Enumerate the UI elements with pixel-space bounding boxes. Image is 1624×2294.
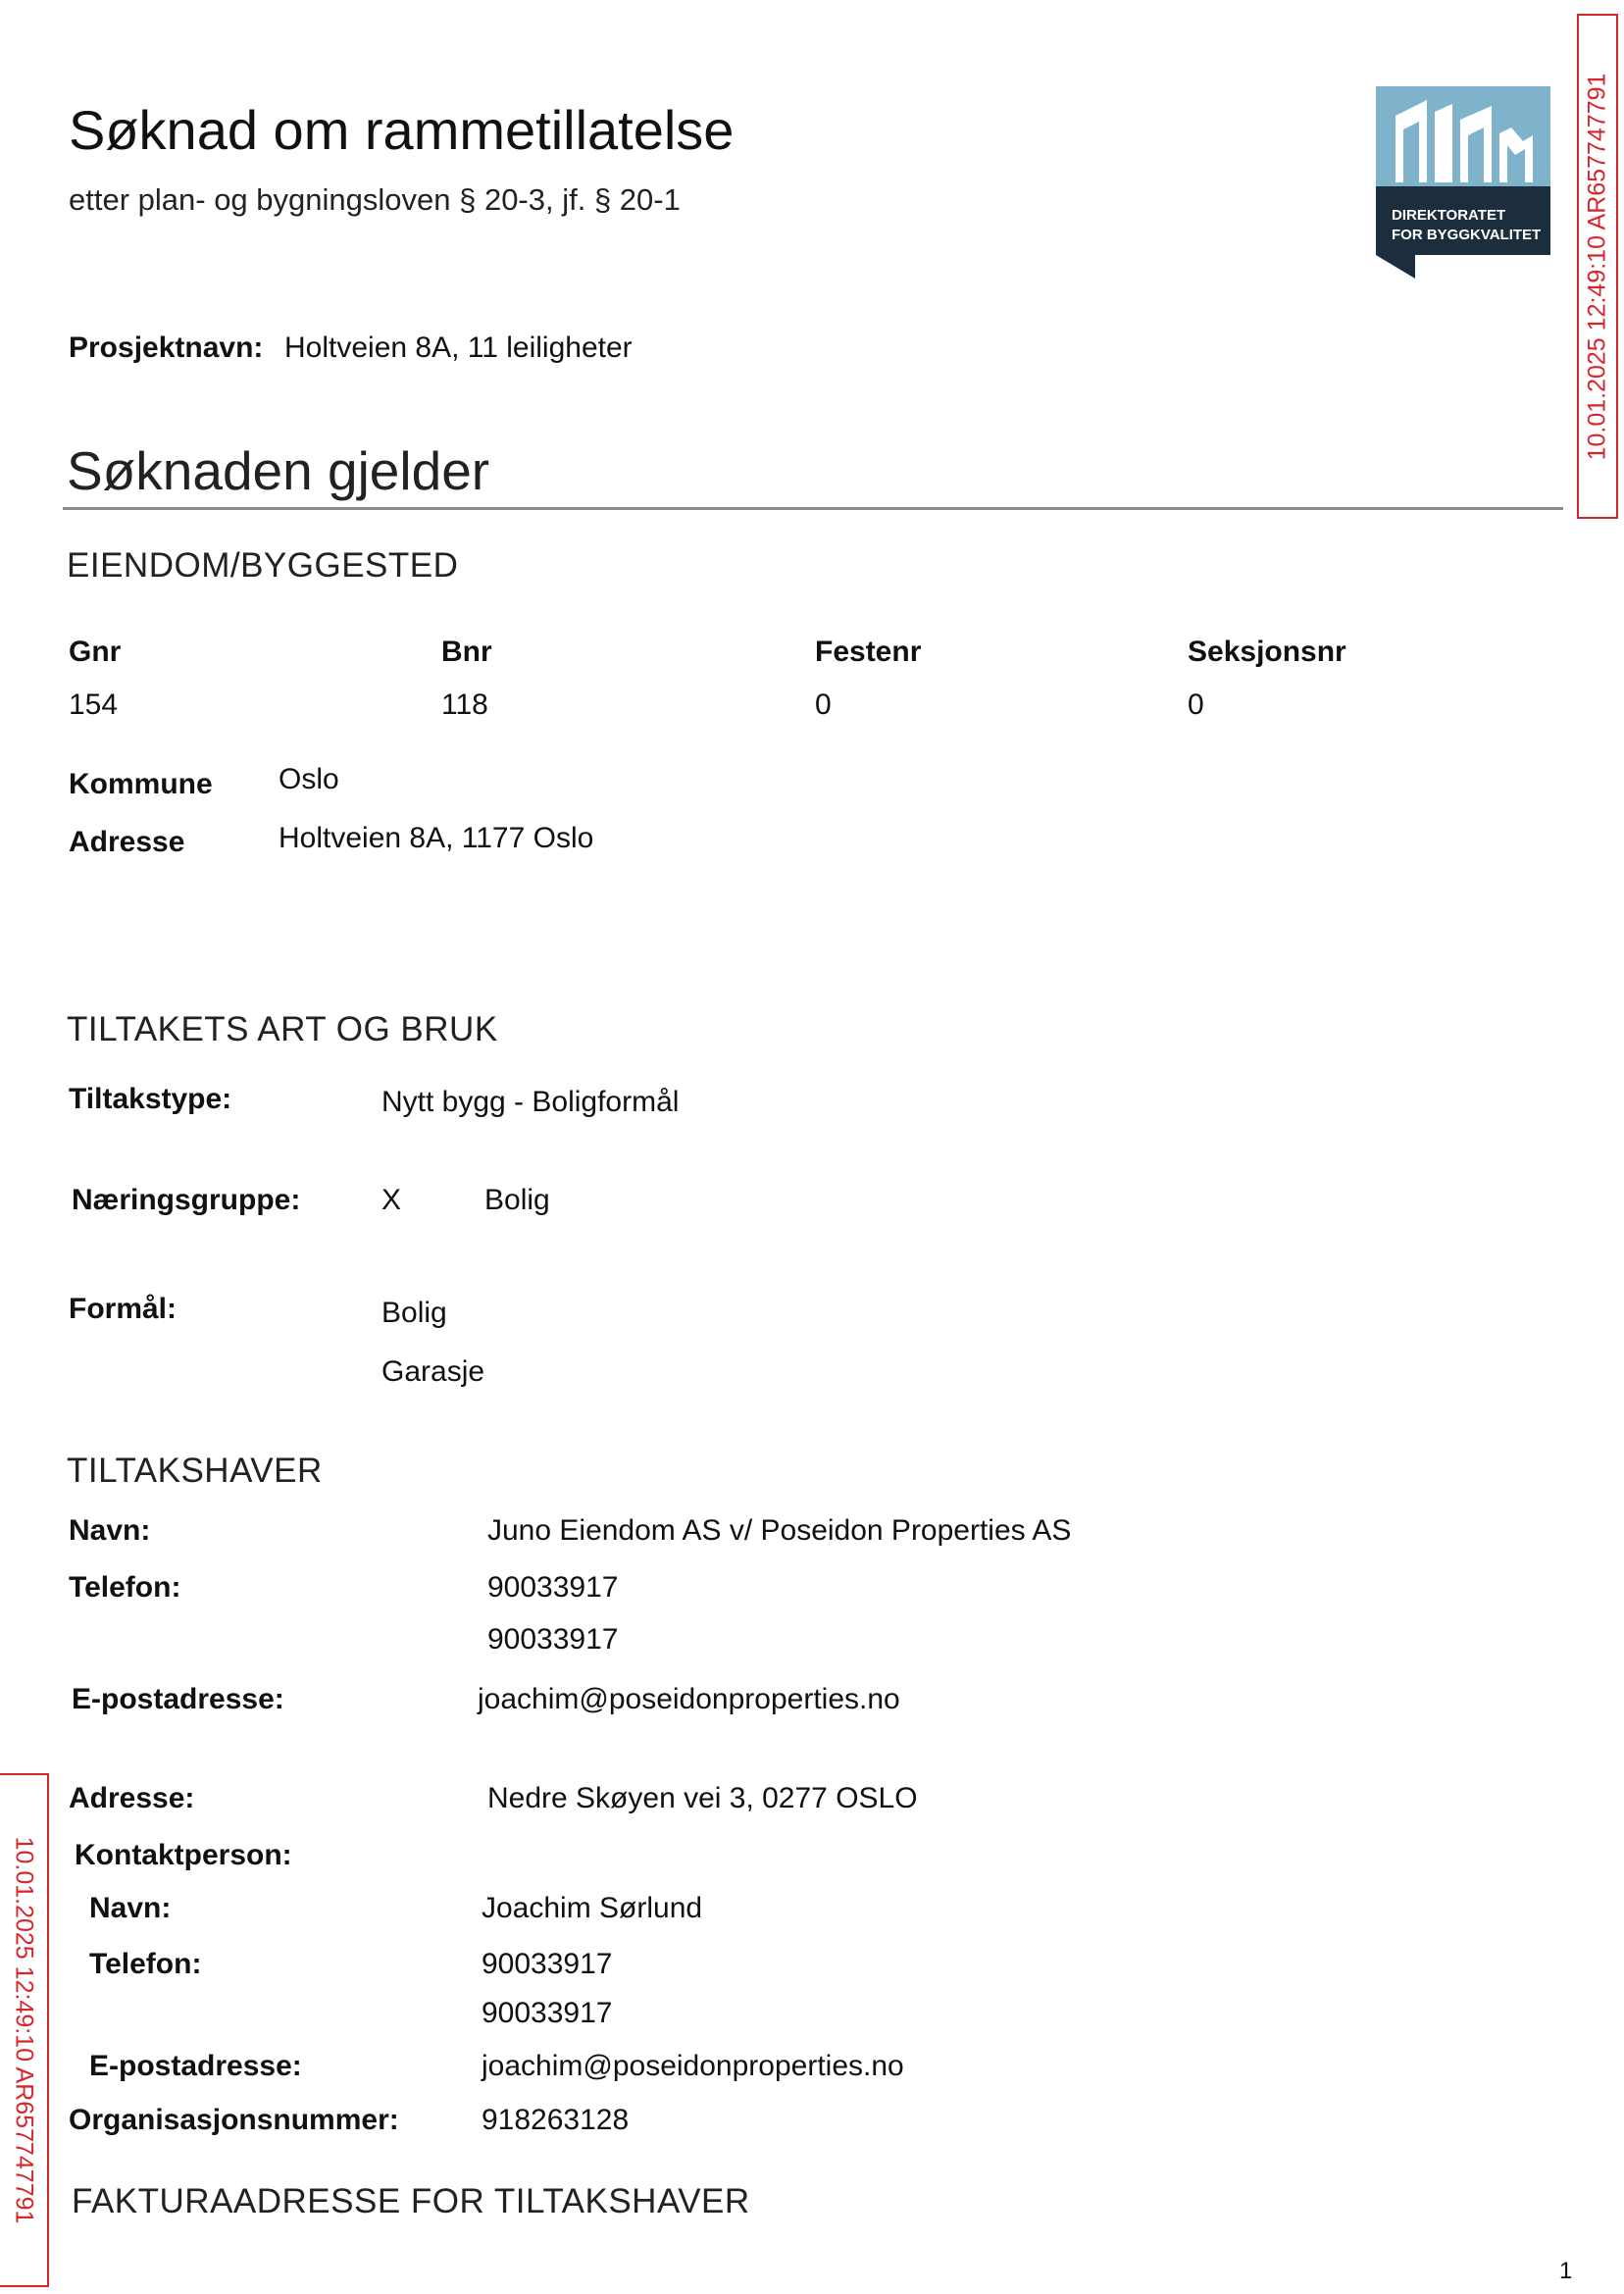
project-value: Holtveien 8A, 11 leiligheter — [284, 331, 633, 364]
purpose-item: Bolig — [381, 1297, 447, 1329]
owner-heading: TILTAKSHAVER — [67, 1452, 323, 1490]
property-heading: EIENDOM/BYGGESTED — [67, 546, 459, 585]
seksjonsnr-label: Seksjonsnr — [1188, 636, 1346, 668]
municipality-label: Kommune — [69, 768, 213, 800]
measure-heading: TILTAKETS ART OG BRUK — [67, 1010, 498, 1048]
contact-email-label: E-postadresse: — [89, 2050, 302, 2082]
owner-phone-label: Telefon: — [69, 1571, 181, 1604]
contact-person-label: Kontaktperson: — [75, 1839, 292, 1871]
invoice-heading: FAKTURAADRESSE FOR TILTAKSHAVER — [72, 2182, 750, 2220]
date-stamp — [1577, 14, 1618, 519]
logo-text-line2: FOR BYGGKVALITET — [1392, 227, 1542, 243]
owner-address-label: Adresse: — [69, 1782, 195, 1814]
contact-phone-value: 90033917 — [482, 1997, 613, 2029]
section-divider — [63, 507, 1563, 510]
date-stamp — [0, 1773, 49, 2287]
purpose-label: Formål: — [69, 1293, 178, 1325]
industry-label: Næringsgruppe: — [72, 1184, 301, 1216]
document-subtitle: etter plan- og bygningsloven § 20-3, jf. § 20-1 — [69, 182, 681, 217]
org-number-label: Organisasjonsnummer: — [69, 2104, 399, 2136]
measure-type-label: Tiltakstype: — [69, 1083, 232, 1115]
date-stamp-text: 10.01.2025 12:49:10 AR657747791 — [1583, 73, 1611, 460]
page-number: 1 — [1559, 2258, 1573, 2284]
municipality-value: Oslo — [279, 763, 339, 795]
industry-value: Bolig — [484, 1184, 550, 1216]
contact-email-value: joachim@poseidonproperties.no — [482, 2050, 904, 2082]
contact-phone-label: Telefon: — [89, 1948, 202, 1980]
logo-text-line1: DIREKTORATET — [1392, 207, 1506, 224]
contact-phone-value: 90033917 — [482, 1948, 613, 1980]
contact-name-label: Navn: — [89, 1892, 172, 1924]
industry-code: X — [381, 1184, 402, 1216]
owner-email-value: joachim@poseidonproperties.no — [478, 1683, 900, 1715]
festenr-label: Festenr — [815, 636, 922, 668]
section-heading: Søknaden gjelder — [67, 440, 490, 501]
document-title: Søknad om rammetillatelse — [69, 99, 735, 161]
date-stamp-text: 10.01.2025 12:49:10 AR657747791 — [10, 1836, 38, 2224]
bnr-label: Bnr — [441, 636, 492, 668]
owner-email-label: E-postadresse: — [72, 1683, 284, 1715]
gnr-value: 154 — [69, 688, 119, 721]
bnr-value: 118 — [441, 688, 488, 721]
purpose-item: Garasje — [381, 1355, 485, 1388]
owner-phone-value: 90033917 — [487, 1623, 619, 1656]
festenr-value: 0 — [815, 688, 832, 721]
org-number-value: 918263128 — [482, 2104, 630, 2136]
project-label: Prosjektnavn: — [69, 331, 264, 364]
measure-type-value: Nytt bygg - Boligformål — [381, 1086, 680, 1118]
seksjonsnr-value: 0 — [1188, 688, 1204, 721]
owner-phone-value: 90033917 — [487, 1571, 619, 1604]
owner-address-value: Nedre Skøyen vei 3, 0277 OSLO — [487, 1782, 918, 1814]
address-label: Adresse — [69, 826, 185, 858]
owner-name-label: Navn: — [69, 1514, 151, 1547]
gnr-label: Gnr — [69, 636, 122, 668]
dibk-logo — [1376, 86, 1550, 279]
owner-name-value: Juno Eiendom AS v/ Poseidon Properties AS — [487, 1514, 1072, 1547]
address-value: Holtveien 8A, 1177 Oslo — [279, 822, 594, 854]
contact-name-value: Joachim Sørlund — [482, 1892, 703, 1924]
